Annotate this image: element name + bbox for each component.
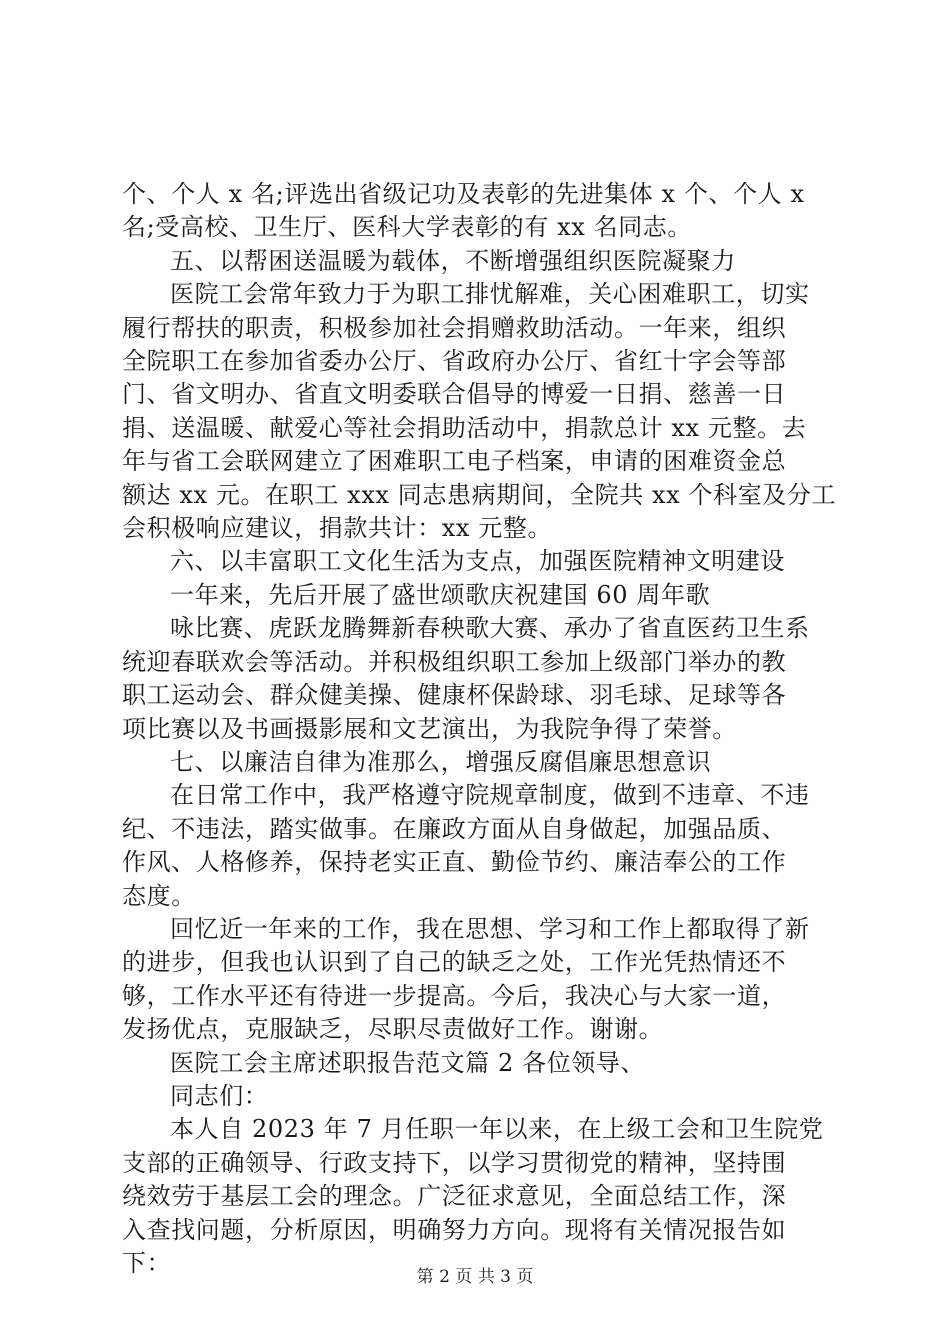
text-line: 全院职工在参加省委办公厅、省政府办公厅、省红十字会等部 bbox=[122, 347, 787, 376]
text-line: 会积极响应建议，捐款共计：xx 元整。 bbox=[122, 514, 553, 543]
text-line: 个、个人 x 名;评选出省级记功及表彰的先进集体 x 个、个人 x bbox=[122, 180, 805, 208]
text-line: 回忆近一年来的工作，我在思想、学习和工作上都取得了新 bbox=[170, 914, 810, 943]
text-line: 五、以帮困送温暖为载体，不断增强组织医院凝聚力 bbox=[170, 246, 736, 275]
text-line: 门、省文明办、省直文明委联合倡导的博爱一日捐、慈善一日 bbox=[122, 380, 787, 409]
text-line: 履行帮扶的职责，积极参加社会捐赠救助活动。一年来，组织 bbox=[122, 313, 787, 342]
text-line: 六、以丰富职工文化生活为支点，加强医院精神文明建设 bbox=[170, 547, 785, 576]
text-line: 咏比赛、虎跃龙腾舞新春秧歌大赛、承办了省直医药卫生系 bbox=[170, 614, 810, 643]
text-line: 在日常工作中，我严格遵守院规章制度，做到不违章、不违 bbox=[170, 781, 810, 810]
text-line: 名;受高校、卫生厅、医科大学表彰的有 xx 名同志。 bbox=[122, 213, 693, 242]
text-line: 作风、人格修养，保持老实正直、勤俭节约、廉洁奉公的工作 bbox=[122, 848, 787, 877]
text-line: 同志们： bbox=[170, 1081, 269, 1110]
text-line: 一年来，先后开展了盛世颂歌庆祝建国 60 周年歌 bbox=[170, 580, 711, 609]
text-line: 的进步，但我也认识到了自己的缺乏之处，工作光凭热情还不 bbox=[122, 948, 787, 977]
text-line: 够，工作水平还有待进一步提高。今后，我决心与大家一道， bbox=[122, 981, 787, 1010]
text-line: 统迎春联欢会等活动。并积极组织职工参加上级部门举办的教 bbox=[122, 647, 787, 676]
page-footer: 第 2 页 共 3 页 bbox=[416, 1267, 534, 1287]
text-line: 医院工会常年致力于为职工排忧解难，关心困难职工，切实 bbox=[170, 280, 810, 309]
document-body bbox=[122, 178, 837, 1280]
text-line: 七、以廉洁自律为准那么，增强反腐倡廉思想意识 bbox=[170, 747, 712, 776]
text-line: 本人自 2023 年 7 月任职一年以来，在上级工会和卫生院党 bbox=[170, 1115, 824, 1144]
text-line: 捐、送温暖、献爱心等社会捐助活动中，捐款总计 xx 元整。去 bbox=[122, 413, 807, 442]
text-line: 项比赛以及书画摄影展和文艺演出，为我院争得了荣誉。 bbox=[122, 714, 737, 743]
text-line: 额达 xx 元。在职工 xxx 同志患病期间，全院共 xx 个科室及分工 bbox=[122, 480, 837, 509]
text-line: 支部的正确领导、行政支持下，以学习贯彻党的精神，坚持围 bbox=[122, 1148, 787, 1177]
text-line: 年与省工会联网建立了困难职工电子档案，申请的困难资金总 bbox=[122, 447, 787, 476]
text-line: 绕效劳于基层工会的理念。广泛征求意见，全面总结工作，深 bbox=[122, 1182, 787, 1211]
text-line: 下： bbox=[122, 1249, 172, 1277]
text-line: 纪、不违法，踏实做事。在廉政方面从自身做起，加强品质、 bbox=[122, 814, 787, 843]
text-line: 医院工会主席述职报告范文篇 2 各位领导、 bbox=[170, 1048, 646, 1077]
text-line: 入查找问题，分析原因，明确努力方向。现将有关情况报告如 bbox=[122, 1215, 787, 1244]
text-line: 发扬优点，克服缺乏，尽职尽责做好工作。谢谢。 bbox=[122, 1015, 664, 1044]
text-line: 职工运动会、群众健美操、健康杯保龄球、羽毛球、足球等各 bbox=[122, 681, 787, 710]
text-line: 态度。 bbox=[122, 881, 196, 910]
